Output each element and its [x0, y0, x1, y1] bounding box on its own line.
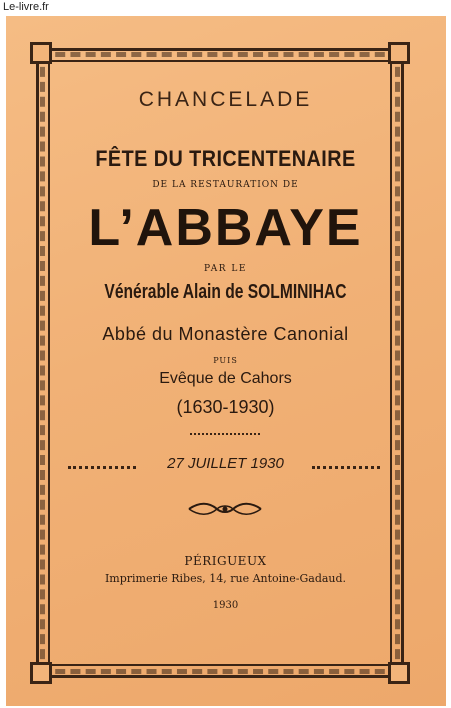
event-date: 27 JUILLET 1930	[167, 455, 284, 472]
publisher-city: PÉRIGUEUX	[184, 554, 267, 568]
dotted-rule-right	[312, 466, 380, 469]
by-line: PAR LE	[204, 264, 247, 274]
author-role: Abbé du Monastère Canonial	[102, 324, 349, 344]
printer-address: Imprimerie Ribes, 14, rue Antoine-Gadaud.	[104, 572, 347, 585]
bishop-title: Evêque de Cahors	[159, 370, 292, 387]
corner-ornament-bottom-right	[388, 662, 410, 684]
author-name: Vénérable Alain de SOLMINIHAC	[104, 281, 347, 303]
festival-heading: FÊTE DU TRICENTENAIRE	[95, 146, 356, 171]
decorative-flourish-icon	[185, 500, 265, 518]
restoration-line: DE LA RESTAURATION DE	[152, 180, 299, 190]
corner-ornament-bottom-left	[30, 662, 52, 684]
corner-ornament-top-left	[30, 42, 52, 64]
watermark-text: Le-livre.fr	[3, 1, 49, 13]
corner-ornament-top-right	[388, 42, 410, 64]
then-word: PUIS	[213, 356, 238, 365]
date-range: (1630-1930)	[176, 397, 275, 417]
dotted-rule-small	[190, 433, 260, 435]
main-title: L’ABBAYE	[88, 199, 363, 257]
publication-year: 1930	[212, 600, 239, 611]
header-chancelade: CHANCELADE	[138, 88, 313, 111]
